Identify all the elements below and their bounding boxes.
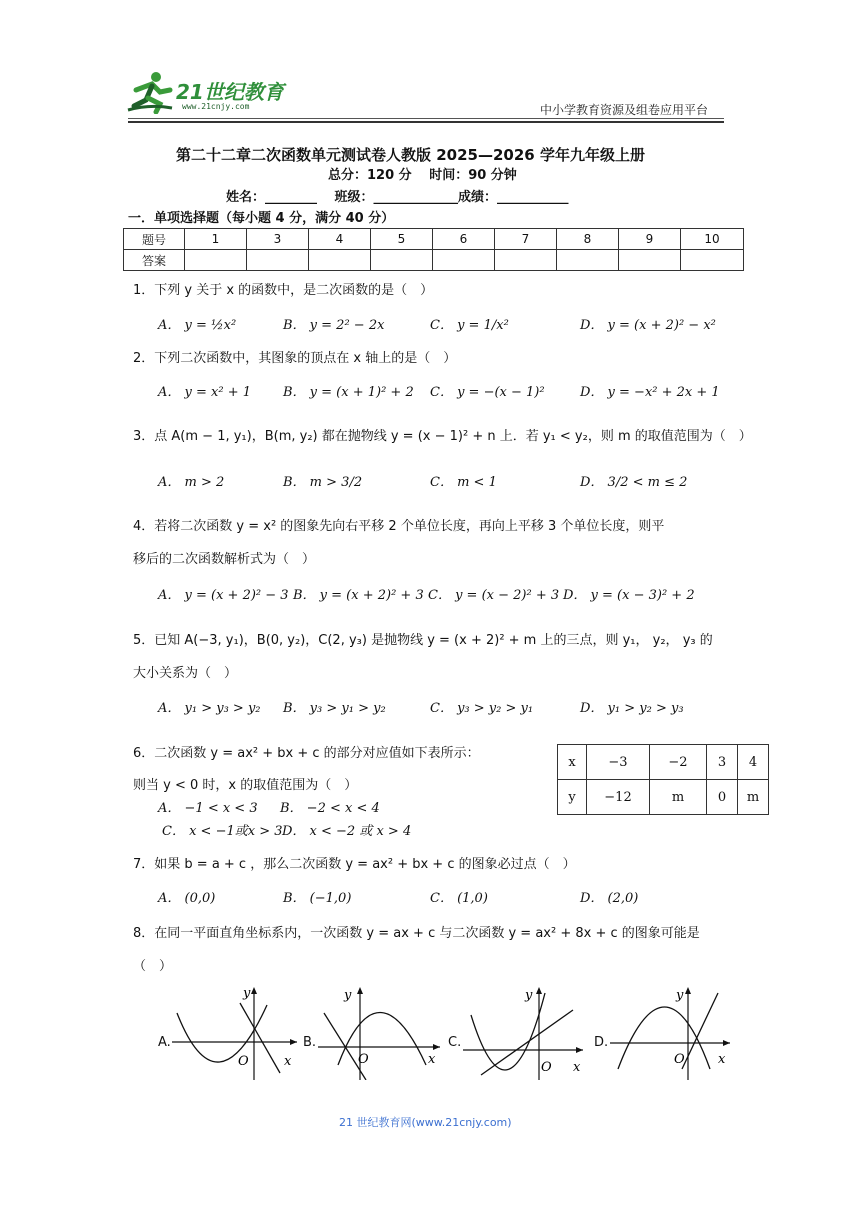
value-table-cell: −2 — [650, 745, 707, 780]
question-5-stem-line2: 大小关系为（ ） — [133, 666, 238, 681]
graph-a-x-label: x — [284, 1054, 292, 1069]
question-1-stem: 1．下列 y 关于 x 的函数中，是二次函数的是（ ） — [133, 283, 434, 298]
answer-table-label-answer: 答案 — [124, 250, 185, 271]
logo-text: 21世纪教育 — [176, 80, 284, 104]
answer-table-cell: 8 — [557, 229, 619, 250]
value-table-y-label: y — [558, 780, 587, 815]
answer-blank[interactable] — [371, 250, 433, 271]
question-6-stem-line2: 则当 y < 0 时，x 的取值范围为（ ） — [133, 778, 358, 793]
question-2-stem: 2．下列二次函数中，其图象的顶点在 x 轴上的是（ ） — [133, 351, 457, 366]
answer-table-cell: 6 — [433, 229, 495, 250]
question-4-option-b[interactable]: B． y = (x + 2)² + 3 — [293, 588, 424, 603]
answer-blank[interactable] — [185, 250, 247, 271]
question-6-option-d[interactable]: D． x < −2 或 x > 4 — [282, 824, 412, 839]
question-2-option-b[interactable]: B． y = (x + 1)² + 2 — [283, 385, 414, 400]
question-5-option-a[interactable]: A． y₁ > y₃ > y₂ — [158, 701, 261, 716]
question-7-option-c[interactable]: C． (1,0) — [430, 891, 488, 906]
graph-a-label[interactable]: A. — [158, 1035, 171, 1050]
footer-link[interactable]: 21 世纪教育网(www.21cnjy.com) — [339, 1116, 512, 1129]
answer-blank[interactable] — [619, 250, 681, 271]
page-title: 第二十二章二次函数单元测试卷人教版 2025—2026 学年九年级上册 — [176, 146, 645, 164]
answer-table-cell: 1 — [185, 229, 247, 250]
graph-b-label[interactable]: B. — [303, 1035, 317, 1050]
answer-blank[interactable] — [681, 250, 744, 271]
graph-a-y-label: y — [243, 986, 251, 1001]
graph-c[interactable] — [463, 985, 593, 1080]
question-8-stem-line2: （ ） — [133, 959, 173, 974]
answer-blank[interactable] — [495, 250, 557, 271]
graph-a[interactable] — [172, 985, 302, 1080]
answer-table-cell: 7 — [495, 229, 557, 250]
answer-blank[interactable] — [433, 250, 495, 271]
question-4-option-c[interactable]: C． y = (x − 2)² + 3 — [428, 588, 560, 603]
question-5-option-d[interactable]: D． y₁ > y₂ > y₃ — [580, 701, 684, 716]
question-6-stem-line1: 6．二次函数 y = ax² + bx + c 的部分对应值如下表所示： — [133, 746, 480, 761]
graph-d-x-label: x — [718, 1052, 726, 1067]
graph-c-x-label: x — [573, 1060, 581, 1075]
question-1-option-c[interactable]: C． y = 1/x² — [430, 318, 509, 333]
question-3-option-d[interactable]: D． 3/2 < m ≤ 2 — [580, 475, 688, 490]
question-4-option-a[interactable]: A． y = (x + 2)² − 3 — [158, 588, 289, 603]
graph-c-origin: O — [541, 1060, 552, 1075]
logo-url: www.21cnjy.com — [182, 102, 250, 111]
header-rule — [128, 118, 724, 119]
answer-table-cell: 5 — [371, 229, 433, 250]
value-table-cell: m — [650, 780, 707, 815]
graph-d[interactable] — [610, 985, 735, 1080]
question-3-option-c[interactable]: C． m < 1 — [430, 475, 497, 490]
answer-table-cell: 4 — [309, 229, 371, 250]
question-6-option-c[interactable]: C． x < −1或x > 3 — [162, 824, 283, 839]
question-1-option-a[interactable]: A． y = ½x² — [158, 318, 237, 333]
answer-table-label-number: 题号 — [124, 229, 185, 250]
answer-blank[interactable] — [247, 250, 309, 271]
question-5-stem-line1: 5．已知 A(−3, y₁)，B(0, y₂)，C(2, y₃) 是抛物线 y = (x + 2)² + m 上的三点，则 y₁， y₂， y₃ 的 — [133, 633, 713, 648]
question-6-value-table — [557, 744, 769, 815]
value-table-cell: −3 — [587, 745, 650, 780]
value-table-cell: 0 — [707, 780, 738, 815]
question-3-stem: 3．点 A(m − 1, y₁)，B(m, y₂) 都在抛物线 y = (x − 1)² + n 上．若 y₁ < y₂，则 m 的取值范围为（ ） — [133, 429, 752, 444]
question-2-option-c[interactable]: C． y = −(x − 1)² — [430, 385, 545, 400]
answer-blank[interactable] — [309, 250, 371, 271]
graph-b-x-label: x — [428, 1052, 436, 1067]
answer-table — [123, 228, 744, 271]
platform-name: 中小学教育资源及组卷应用平台 — [540, 103, 709, 117]
value-table-cell: m — [738, 780, 769, 815]
question-5-option-b[interactable]: B． y₃ > y₁ > y₂ — [283, 701, 386, 716]
graph-b[interactable] — [318, 985, 448, 1080]
question-2-option-a[interactable]: A． y = x² + 1 — [158, 385, 251, 400]
answer-table-cell: 3 — [247, 229, 309, 250]
question-7-stem: 7．如果 b = a + c ，那么二次函数 y = ax² + bx + c 的图象必过点（ ） — [133, 857, 576, 872]
value-table-cell: 3 — [707, 745, 738, 780]
graph-d-origin: O — [674, 1052, 685, 1067]
question-6-option-b[interactable]: B． −2 < x < 4 — [280, 801, 380, 816]
question-5-option-c[interactable]: C． y₃ > y₂ > y₁ — [430, 701, 534, 716]
graph-d-label[interactable]: D. — [594, 1035, 609, 1050]
graph-d-y-label: y — [676, 988, 684, 1003]
question-3-option-b[interactable]: B． m > 3/2 — [283, 475, 363, 490]
question-1-option-b[interactable]: B． y = 2² − 2x — [283, 318, 385, 333]
question-7-option-b[interactable]: B． (−1,0) — [283, 891, 352, 906]
question-4-stem-line1: 4．若将二次函数 y = x² 的图象先向右平移 2 个单位长度，再向上平移 3 个单位长度，则平 — [133, 519, 665, 534]
value-table-cell: 4 — [738, 745, 769, 780]
student-info: 姓名：________ 班级：_____________成绩：___________ — [226, 190, 569, 205]
question-7-option-a[interactable]: A． (0,0) — [158, 891, 216, 906]
question-2-option-d[interactable]: D． y = −x² + 2x + 1 — [580, 385, 720, 400]
question-7-option-d[interactable]: D． (2,0) — [580, 891, 639, 906]
graph-c-y-label: y — [525, 988, 533, 1003]
question-3-option-a[interactable]: A． m > 2 — [158, 475, 225, 490]
answer-table-cell: 10 — [681, 229, 744, 250]
question-4-stem-line2: 移后的二次函数解析式为（ ） — [133, 552, 316, 567]
answer-table-cell: 9 — [619, 229, 681, 250]
question-6-option-a[interactable]: A． −1 < x < 3 — [158, 801, 258, 816]
question-1-option-d[interactable]: D． y = (x + 2)² − x² — [580, 318, 716, 333]
page-subtitle: 总分：120 分 时间：90 分钟 — [328, 168, 517, 183]
graph-b-y-label: y — [344, 988, 352, 1003]
logo — [126, 70, 296, 116]
graph-c-label[interactable]: C. — [448, 1035, 462, 1050]
graph-b-origin: O — [358, 1052, 369, 1067]
section-heading: 一．单项选择题（每小题 4 分，满分 40 分） — [128, 211, 395, 226]
value-table-cell: −12 — [587, 780, 650, 815]
value-table-x-label: x — [558, 745, 587, 780]
question-8-stem-line1: 8．在同一平面直角坐标系内，一次函数 y = ax + c 与二次函数 y = ax² + 8x + c 的图象可能是 — [133, 926, 700, 941]
question-4-option-d[interactable]: D． y = (x − 3)² + 2 — [563, 588, 695, 603]
answer-blank[interactable] — [557, 250, 619, 271]
logo-runner-icon — [126, 70, 174, 114]
graph-a-origin: O — [238, 1054, 249, 1069]
